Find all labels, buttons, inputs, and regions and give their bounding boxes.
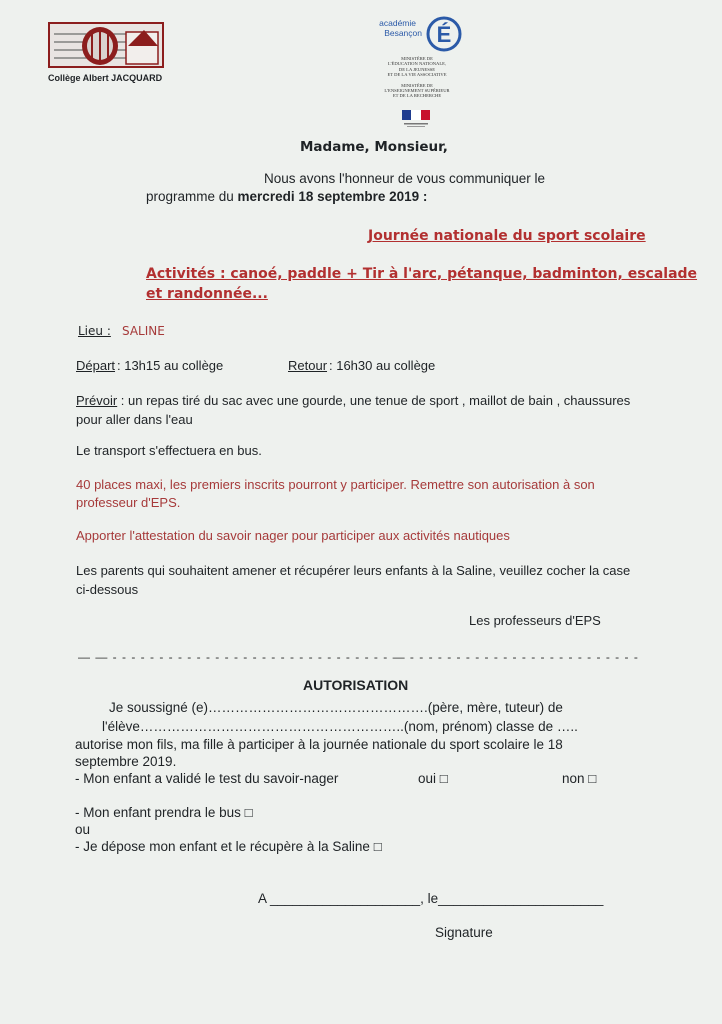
authorization-title: AUTORISATION: [303, 677, 409, 693]
ou-text: ou: [75, 822, 91, 837]
academie-word: académie: [379, 18, 416, 28]
depart-label: Départ: [76, 358, 116, 373]
school-name: Collège Albert JACQUARD: [48, 73, 163, 83]
transport-note: Le transport s'effectuera en bus.: [76, 443, 262, 458]
non-checkbox: non □: [562, 771, 597, 786]
lieu-value: SALINE: [122, 324, 165, 338]
ministry-education: MINISTÈRE DE L'ÉDUCATION NATIONALE, DE LA JEUNESSE ET DE LA VIE ASSOCIATIVE: [387, 56, 447, 78]
auth-line-4: septembre 2019.: [75, 754, 177, 769]
prevoir-text: : un repas tiré du sac avec une gourde, une tenue de sport , maillot de bain , chaussures pour aller dans l'eau: [76, 393, 631, 427]
retour-value: : 16h30 au collège: [329, 358, 436, 373]
saline-option: - Je dépose mon enfant et le récupère à la Saline □: [75, 839, 382, 854]
places-note: 40 places maxi, les premiers inscrits pourront y participer. Remettre son autorisation à son professeur d'EPS.: [76, 477, 595, 510]
auth-line-1: Je soussigné (e)………………………………………….(père, mère, tuteur) de: [109, 700, 563, 715]
lieu-label: Lieu :: [78, 324, 111, 338]
teachers-signature: Les professeurs d'EPS: [469, 613, 601, 628]
oui-checkbox: oui □: [418, 771, 448, 786]
prevoir-paragraph: [76, 391, 646, 429]
college-logo: [48, 18, 164, 72]
bus-option: - Mon enfant prendra le bus □: [75, 805, 253, 820]
parents-note: Les parents qui souhaitent amener et récupérer leurs enfants à la Saline, veuillez cocher la case ci-dessous: [76, 563, 631, 597]
event-date: mercredi 18 septembre 2019 :: [237, 189, 428, 204]
auth-line-2: l'élève…………………………………………………..(nom, prénom) classe de …..: [102, 719, 578, 734]
besancon-word: Besançon: [384, 28, 422, 38]
event-title: Journée nationale du sport scolaire: [368, 228, 646, 244]
auth-line-3: autorise mon fils, ma fille à participer à la journée nationale du sport scolaire le 18: [75, 737, 563, 752]
activities-line-1: Activités : canoé, paddle + Tir à l'arc, pétanque, badminton, escalade: [146, 266, 698, 282]
depart-value: : 13h15 au collège: [117, 358, 224, 373]
signature-label: Signature: [435, 925, 493, 940]
svg-text:É: É: [436, 22, 452, 47]
greeting: Madame, Monsieur,: [300, 139, 448, 155]
swim-certificate-note: Apporter l'attestation du savoir nager pour participer aux activités nautiques: [76, 528, 510, 543]
intro-line-1: Nous avons l'honneur de vous communiquer le: [264, 171, 545, 186]
activities-line-2: et randonnée...: [146, 286, 268, 302]
prevoir-label: Prévoir: [76, 393, 118, 408]
place-date-line: A ____________________, le______________________: [258, 891, 604, 906]
academie-besancon-logo: [379, 14, 464, 54]
ministry-block: [352, 56, 482, 104]
marianne-flag-icon: [402, 110, 430, 128]
retour-label: Retour: [288, 358, 328, 373]
cut-line: — — - - - - - - - - - - - - - - - - - - - - - - - - - - - - - - — - - - - - - - - - - - - - - - - - - - - - - - - -: [78, 650, 639, 664]
ministry-research: MINISTÈRE DE L'ENSEIGNEMENT SUPÉRIEUR ET DE LA RECHERCHE: [384, 82, 450, 99]
savoir-nager-question: - Mon enfant a validé le test du savoir-nager: [75, 771, 339, 786]
intro-line-2: programme du mercredi 18 septembre 2019 :: [146, 189, 428, 204]
